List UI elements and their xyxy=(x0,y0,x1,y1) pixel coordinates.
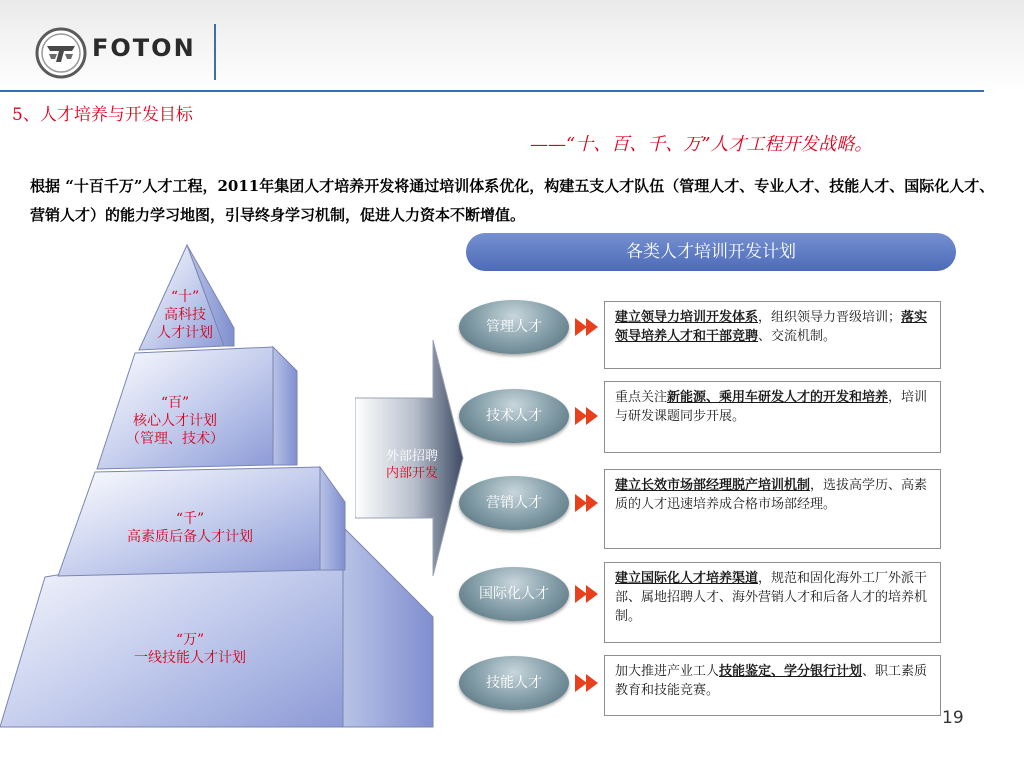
category-description xyxy=(604,469,941,549)
pyramid-label-ten-thousand: “万” 一线技能人才计划 xyxy=(134,632,246,666)
pyramid-level-2-side xyxy=(273,347,297,465)
category-pill: 技术人才 xyxy=(459,389,569,443)
category-pill: 管理人才 xyxy=(459,300,569,354)
category-description xyxy=(604,381,941,453)
header-rule xyxy=(0,90,984,92)
category-pill: 技能人才 xyxy=(459,656,569,710)
double-arrow-icon xyxy=(575,405,601,427)
description-text: 、职工素质教育和技能竞赛。 xyxy=(615,664,928,698)
pyramid-label-hundred: “百” 核心人才计划 （管理、技术） xyxy=(126,395,224,447)
description-highlight: 建立国际化人才培养渠道 xyxy=(615,571,759,586)
double-arrow-icon xyxy=(575,492,601,514)
description-text: 加大推进产业工人 xyxy=(615,664,720,679)
intro-paragraph: 根据 “十百千万”人才工程，2011年集团人才培养开发将通过培训体系优化，构建五支人才队伍（管理人才、专业人才、技能人才、国际化人才、营销人才）的能力学习地图，引导终身学习机制，促进人力资本不断增值。 xyxy=(30,177,995,224)
category-pill: 营销人才 xyxy=(459,476,569,530)
pyramid-label-ten: “十” 高科技 人才计划 xyxy=(157,289,213,341)
category-description xyxy=(604,562,941,643)
arrow-label xyxy=(386,448,438,482)
double-arrow-icon xyxy=(575,672,601,694)
arrow-label-external: 外部招聘 xyxy=(386,449,439,464)
description-highlight: 技能鉴定、学分银行计划 xyxy=(719,664,863,679)
description-highlight: 落实领导培养人才和干部竞聘 xyxy=(615,310,928,344)
category-pill: 国际化人才 xyxy=(459,567,569,621)
description-text: ，选拔高学历、高素质的人才迅速培养成合格市场部经理。 xyxy=(615,478,928,512)
description-text: ，规范和固化海外工厂外派干部、属地招聘人才、海外营销人才和后备人才的培养机制。 xyxy=(615,571,928,624)
page-number: 19 xyxy=(942,708,964,728)
brand-name: FOTON xyxy=(92,34,196,62)
description-text: ，培训与研发课题同步开展。 xyxy=(615,390,928,424)
description-highlight: 建立长效市场部经理脱产培训机制 xyxy=(615,478,811,493)
description-highlight: 新能源、乘用车研发人才的开发和培养 xyxy=(667,390,889,405)
panel-title: 各类人才培训开发计划 xyxy=(466,233,956,271)
double-arrow-icon xyxy=(575,316,601,338)
subtitle: ——“十、百、千、万”人才工程开发战略。 xyxy=(530,134,873,155)
arrow-label-internal: 内部开发 xyxy=(386,466,439,481)
description-highlight: 建立领导力培训开发体系 xyxy=(615,310,759,325)
category-description xyxy=(604,301,941,369)
pyramid-level-3-side xyxy=(320,467,345,570)
category-description xyxy=(604,655,941,716)
header-divider xyxy=(214,24,216,80)
foton-logo-icon xyxy=(34,26,88,80)
pyramid-label-thousand: “千” 高素质后备人才计划 xyxy=(127,511,253,545)
description-text: 重点关注 xyxy=(615,390,668,405)
description-text: 、交流机制。 xyxy=(758,329,837,344)
section-title: 5、人才培养与开发目标 xyxy=(12,105,193,125)
double-arrow-icon xyxy=(575,583,601,605)
description-text: ，组织领导力晋级培训； xyxy=(758,310,902,325)
